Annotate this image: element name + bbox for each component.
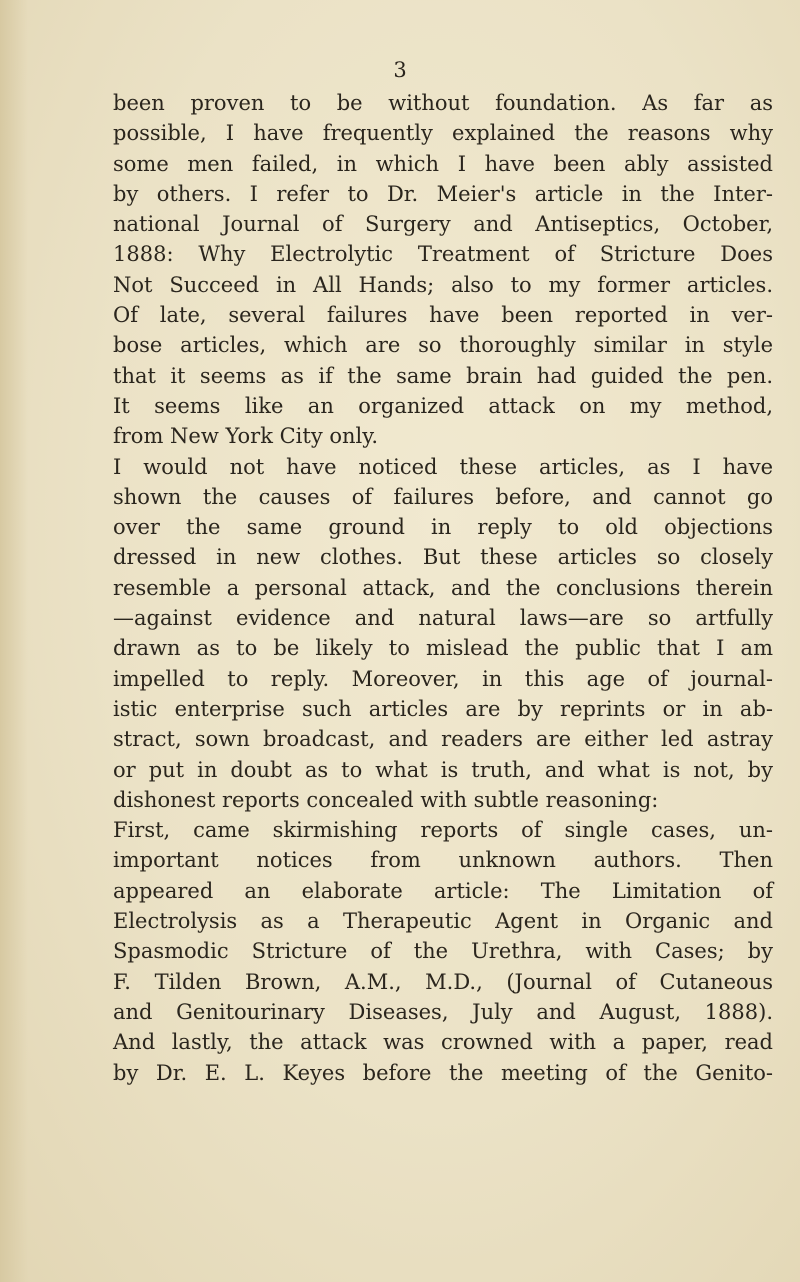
text-line: I would not have noticed these articles, as I have [113, 454, 773, 479]
body-text [113, 88, 773, 1088]
text-line: F. Tilden Brown, A.M., M.D., (Journal of Cutaneous [113, 969, 773, 994]
text-line: from New York City only. [113, 424, 379, 449]
text-line: by Dr. E. L. Keyes before the meeting of the Genito- [113, 1060, 773, 1085]
text-line: over the same ground in reply to old objections [113, 515, 773, 540]
text-line: And lastly, the attack was crowned with a paper, read [113, 1030, 773, 1055]
text-line: possible, I have frequently explained the reasons why [113, 121, 773, 146]
text-line: istic enterprise such articles are by reprints or in ab- [113, 696, 773, 721]
text-line: national Journal of Surgery and Antiseptics, October, [113, 212, 773, 237]
text-line: Not Succeed in All Hands; also to my former articles. [113, 272, 773, 297]
text-line: important notices from unknown authors. Then [113, 848, 773, 873]
text-line: dressed in new clothes. But these articles so closely [113, 545, 773, 570]
text-line: stract, sown broadcast, and readers are either led astray [113, 727, 773, 752]
text-line: some men failed, in which I have been ably assisted [113, 151, 773, 176]
text-line: and Genitourinary Diseases, July and August, 1888). [113, 999, 773, 1024]
text-line: —against evidence and natural laws—are so artfully [113, 606, 773, 631]
text-line: Spasmodic Stricture of the Urethra, with Cases; by [113, 939, 773, 964]
text-line: Of late, several failures have been reported in ver- [113, 303, 773, 328]
text-line: drawn as to be likely to mislead the public that I am [113, 636, 773, 661]
text-line: Electrolysis as a Therapeutic Agent in Organic and [113, 909, 773, 934]
text-line: bose articles, which are so thoroughly similar in style [113, 333, 773, 358]
text-line: dishonest reports concealed with subtle reasoning: [113, 787, 659, 812]
page-edge-shadow [0, 0, 28, 1282]
text-line: It seems like an organized attack on my method, [113, 393, 773, 418]
text-line: 1888: Why Electrolytic Treatment of Stricture Does [113, 242, 773, 267]
text-line: appeared an elaborate article: The Limitation of [113, 878, 773, 903]
page-number: 3 [393, 58, 407, 82]
text-line: or put in doubt as to what is truth, and what is not, by [113, 757, 773, 782]
text-line: by others. I refer to Dr. Meier's article in the Inter- [113, 181, 773, 206]
text-line: resemble a personal attack, and the conclusions therein [113, 575, 773, 600]
text-line: been proven to be without foundation. As far as [113, 91, 773, 115]
text-line: impelled to reply. Moreover, in this age of journal- [113, 666, 773, 691]
text-line: First, came skirmishing reports of single cases, un- [113, 818, 773, 843]
text-line: shown the causes of failures before, and cannot go [113, 484, 773, 509]
text-line: that it seems as if the same brain had guided the pen. [113, 363, 773, 388]
